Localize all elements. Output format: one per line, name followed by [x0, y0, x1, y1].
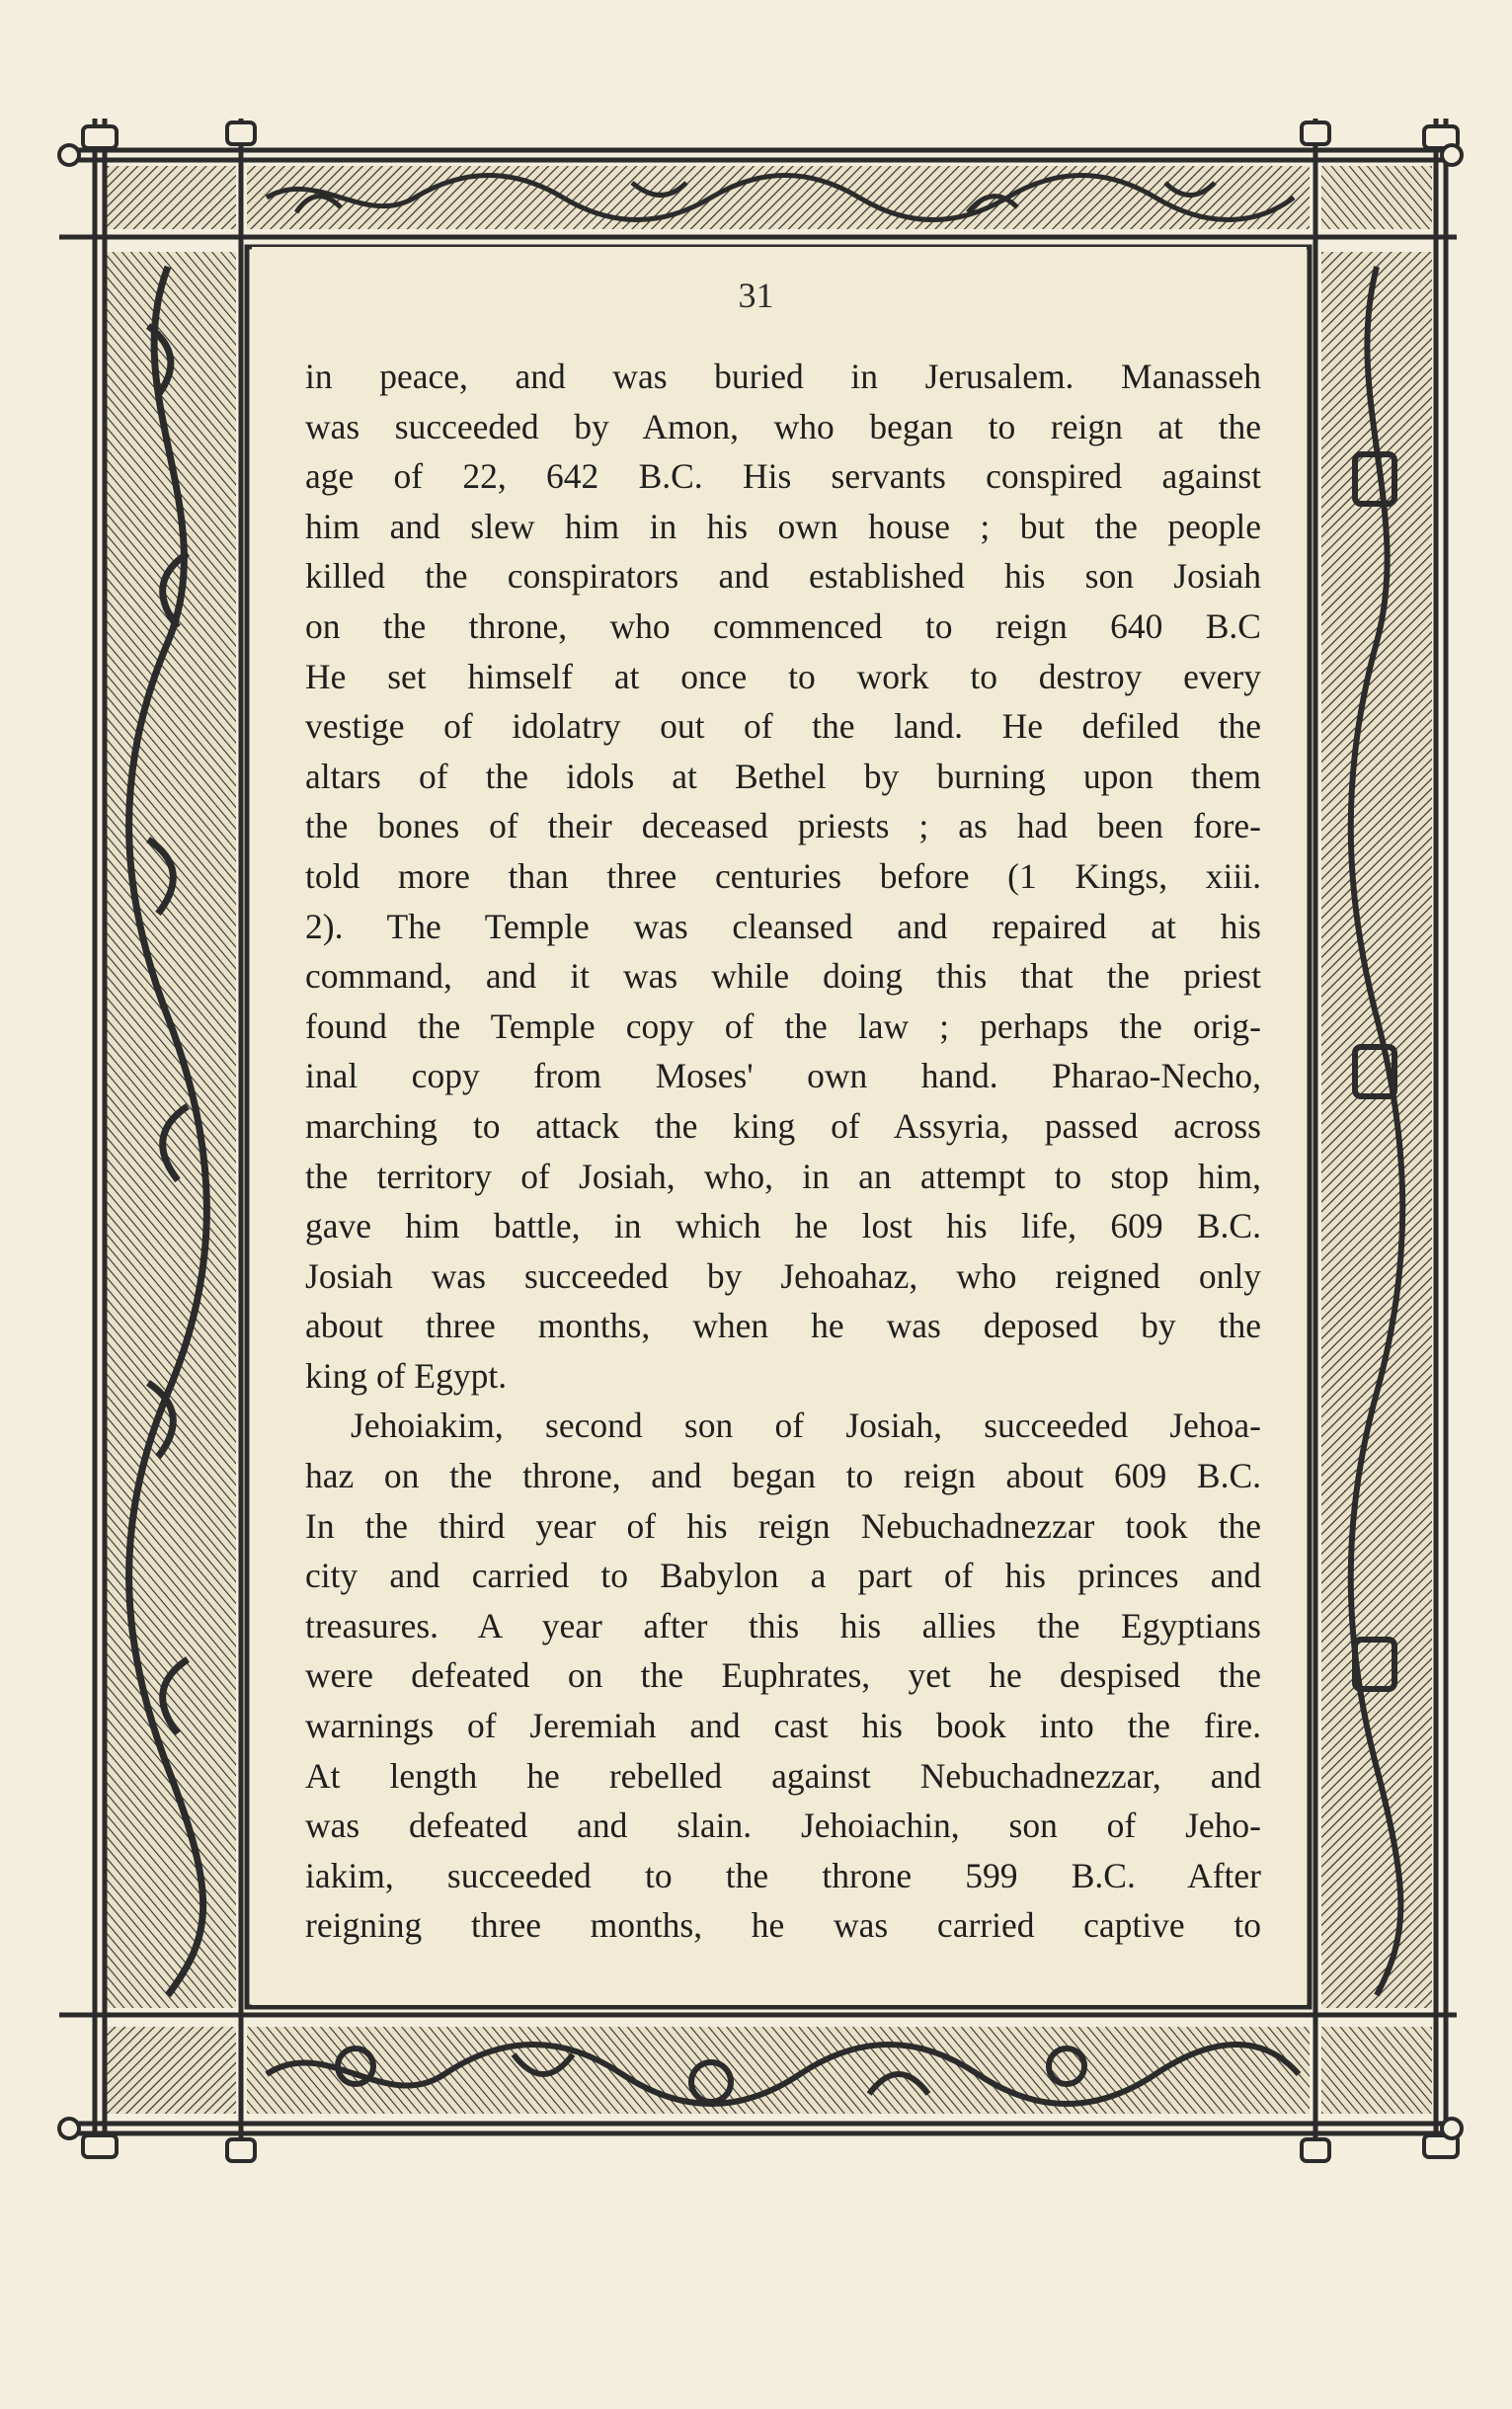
text-line: iakim, succeeded to the throne 599 B.C. After	[305, 1855, 1261, 1895]
text-line: gave him battle, in which he lost his life, 609 B.C.	[305, 1206, 1261, 1246]
corner-top-right	[1321, 166, 1432, 229]
text-line: command, and it was while doing this that the priest	[305, 956, 1261, 997]
text-line: told more than three centuries before (1 Kings, xiii.	[305, 855, 1261, 896]
text-line: Jehoiakim, second son of Josiah, succeeded Jehoa-	[351, 1405, 1261, 1446]
text-line: found the Temple copy of the law ; perhaps the orig-	[305, 1005, 1261, 1046]
text-line: was defeated and slain. Jehoiachin, son of Jeho-	[305, 1806, 1261, 1846]
text-line: 2). The Temple was cleansed and repaired at his	[305, 906, 1261, 946]
text-line: warnings of Jeremiah and cast his book into the fire.	[305, 1706, 1261, 1746]
text-line: At length he rebelled against Nebuchadnezzar, and	[305, 1755, 1261, 1796]
page-number: 31	[738, 276, 774, 315]
text-line: the bones of their deceased priests ; as had been fore-	[305, 806, 1261, 846]
text-line: haz on the throne, and began to reign about 609 B.C.	[305, 1456, 1261, 1496]
text-line: vestige of idolatry out of the land. He defiled the	[305, 706, 1261, 747]
text-line: king of Egypt.	[305, 1355, 508, 1396]
text-line: inal copy from Moses' own hand. Pharao-Necho,	[305, 1056, 1261, 1096]
text-line: city and carried to Babylon a part of his princes and	[305, 1556, 1261, 1596]
text-line: about three months, when he was deposed by the	[305, 1306, 1261, 1346]
text-line: killed the conspirators and established his son Josiah	[305, 556, 1261, 597]
text-line: the territory of Josiah, who, in an attempt to stop him,	[305, 1156, 1261, 1196]
text-line: him and slew him in his own house ; but the people	[305, 506, 1261, 546]
corner-bottom-right	[1321, 2027, 1432, 2114]
text-line: age of 22, 642 B.C. His servants conspired against	[305, 456, 1261, 497]
corner-bottom-left	[103, 2027, 236, 2114]
text-line: marching to attack the king of Assyria, passed across	[305, 1105, 1261, 1146]
bottom-frieze	[247, 2027, 1310, 2114]
body-text	[305, 352, 1261, 1951]
text-line: were defeated on the Euphrates, yet he despised the	[305, 1655, 1261, 1696]
text-line: was succeeded by Amon, who began to reign at the	[305, 406, 1261, 446]
text-line: treasures. A year after this his allies the Egyptians	[305, 1605, 1261, 1646]
corner-top-left	[103, 166, 236, 229]
text-line: reigning three months, he was carried captive to	[305, 1905, 1261, 1946]
text-line: altars of the idols at Bethel by burning upon them	[305, 756, 1261, 796]
text-line: Josiah was succeeded by Jehoahaz, who reigned only	[305, 1255, 1261, 1296]
text-line: In the third year of his reign Nebuchadnezzar took the	[305, 1505, 1261, 1546]
text-line: He set himself at once to work to destroy every	[305, 656, 1261, 696]
right-panel	[1321, 252, 1432, 2008]
text-line: in peace, and was buried in Jerusalem. Manasseh	[305, 357, 1261, 396]
text-line: on the throne, who commenced to reign 640 B.C	[305, 605, 1261, 646]
